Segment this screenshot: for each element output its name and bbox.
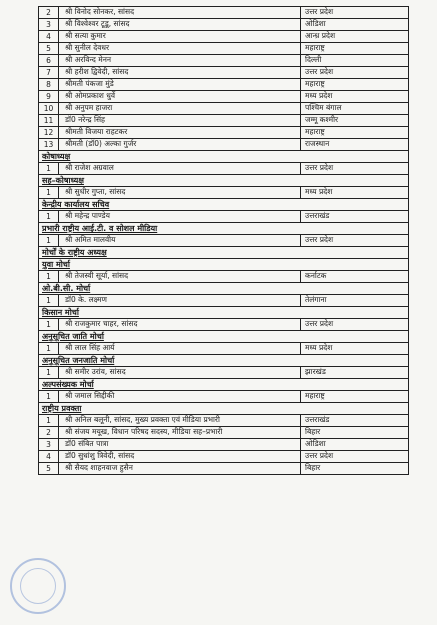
- member-state: उत्तर प्रदेश: [305, 235, 334, 244]
- serial-number: 5: [39, 43, 59, 54]
- member-state: ओडिशा: [305, 439, 326, 448]
- member-state: आन्ध्र प्रदेश: [305, 31, 336, 40]
- member-state: मध्य प्रदेश: [305, 91, 333, 100]
- member-name: श्री लाल सिंह आर्य: [59, 343, 301, 354]
- serial-number: 1: [39, 415, 59, 426]
- section-heading: अनुसूचित जाति मोर्चा: [42, 332, 104, 341]
- serial-number: 1: [39, 295, 59, 306]
- table-row: [39, 463, 409, 475]
- serial-number: 7: [39, 67, 59, 78]
- member-state: तेलंगाना: [305, 295, 327, 304]
- member-state: झारखंड: [305, 367, 326, 376]
- member-name: श्री राजकुमार चाहर, सांसद: [59, 319, 301, 330]
- member-name: श्री अनुपम हाजरा: [59, 103, 301, 114]
- serial-number: 10: [39, 103, 59, 114]
- member-name: श्री ओमप्रकाश धुर्वे: [59, 91, 301, 102]
- serial-number: 1: [39, 367, 59, 378]
- table-row: [39, 187, 409, 199]
- member-name: श्री तेजस्वी सूर्या, सांसद: [59, 271, 301, 282]
- member-name: श्री संजय मयूख, विधान परिषद सदस्य, मीडिया सह–प्रभारी: [59, 427, 301, 438]
- section-heading: अनुसूचित जनजाति मोर्चा: [42, 356, 115, 365]
- serial-number: 2: [39, 7, 59, 18]
- section-heading: सह–कोषाध्यक्ष: [42, 176, 84, 185]
- serial-number: 11: [39, 115, 59, 126]
- table-row: [39, 43, 409, 55]
- table-row: [39, 7, 409, 19]
- member-name: श्री जमाल सिद्दीकी: [59, 391, 301, 402]
- member-name: श्री अमित मालवीय: [59, 235, 301, 246]
- section-heading: केन्द्रीय कार्यालय सचिव: [42, 200, 110, 209]
- member-name: श्री सुधीर गुप्ता, सांसद: [59, 187, 301, 198]
- section-heading-row: [39, 199, 409, 211]
- section-heading: मोर्चों के राष्ट्रीय अध्यक्ष: [42, 248, 107, 257]
- serial-number: 13: [39, 139, 59, 150]
- serial-number: 4: [39, 31, 59, 42]
- table-row: [39, 67, 409, 79]
- member-name: श्री विनोद सोनकर, सांसद: [59, 7, 301, 18]
- member-state: दिल्ली: [305, 55, 322, 64]
- section-heading-row: [39, 151, 409, 163]
- table-row: [39, 79, 409, 91]
- table-row: [39, 319, 409, 331]
- member-name: श्री अनिल बलूनी, सांसद, मुख्य प्रवक्ता एवं मीडिया प्रभारी: [59, 415, 301, 426]
- member-name: श्री अरविन्द मेनन: [59, 55, 301, 66]
- table-row: [39, 163, 409, 175]
- member-state: बिहार: [305, 427, 321, 436]
- table-row: [39, 55, 409, 67]
- member-name: श्री महेन्द्र पाण्डेय: [59, 211, 301, 222]
- section-heading: अल्पसंख्यक मोर्चा: [42, 380, 94, 389]
- member-state: उत्तर प्रदेश: [305, 67, 334, 76]
- member-name: श्री सैयद शाहनवाज हुसैन: [59, 463, 301, 474]
- member-state: महाराष्ट्र: [305, 43, 325, 52]
- member-name: श्री हरीश द्विवेदी, सांसद: [59, 67, 301, 78]
- section-heading: ओ.बी.सी. मोर्चा: [42, 284, 91, 293]
- section-heading-row: [39, 379, 409, 391]
- member-state: मध्य प्रदेश: [305, 343, 333, 352]
- member-state: उत्तराखंड: [305, 211, 330, 220]
- serial-number: 5: [39, 463, 59, 474]
- member-state: मध्य प्रदेश: [305, 187, 333, 196]
- serial-number: 3: [39, 439, 59, 450]
- table-row: [39, 235, 409, 247]
- section-heading-row: [39, 259, 409, 271]
- serial-number: 1: [39, 211, 59, 222]
- table-row: [39, 127, 409, 139]
- section-heading: प्रभारी राष्ट्रीय आई.टी. व सोशल मीडिया: [42, 224, 158, 233]
- member-state: उत्तर प्रदेश: [305, 319, 334, 328]
- member-name: श्री समीर उरांव, सांसद: [59, 367, 301, 378]
- member-state: महाराष्ट्र: [305, 127, 325, 136]
- section-heading-row: [39, 403, 409, 415]
- table-row: [39, 139, 409, 151]
- table-row: [39, 103, 409, 115]
- member-state: महाराष्ट्र: [305, 391, 325, 400]
- section-heading-row: [39, 283, 409, 295]
- section-heading: किसान मोर्चा: [42, 308, 79, 317]
- member-name: डॉ0 के. लक्ष्मण: [59, 295, 301, 306]
- section-heading-row: [39, 355, 409, 367]
- member-name: श्रीमती पंकजा मुंडे: [59, 79, 301, 90]
- serial-number: 1: [39, 343, 59, 354]
- section-heading: कोषाध्यक्ष: [42, 152, 71, 161]
- serial-number: 1: [39, 187, 59, 198]
- member-name: डॉ0 सुधांशु त्रिवेदी, सांसद: [59, 451, 301, 462]
- office-bearers-table: [38, 6, 409, 475]
- member-name: श्री विश्वेश्वर टूडू, सांसद: [59, 19, 301, 30]
- member-state: उत्तराखंड: [305, 415, 330, 424]
- member-state: उत्तर प्रदेश: [305, 451, 334, 460]
- serial-number: 3: [39, 19, 59, 30]
- section-heading-row: [39, 175, 409, 187]
- table-row: [39, 439, 409, 451]
- member-state: पश्चिम बंगाल: [305, 103, 342, 112]
- serial-number: 1: [39, 391, 59, 402]
- official-seal: [10, 558, 66, 614]
- table-row: [39, 115, 409, 127]
- section-heading: युवा मोर्चा: [42, 260, 70, 269]
- section-heading-row: [39, 307, 409, 319]
- serial-number: 1: [39, 319, 59, 330]
- serial-number: 1: [39, 235, 59, 246]
- member-state: कर्नाटक: [305, 271, 327, 280]
- member-name: श्री सत्या कुमार: [59, 31, 301, 42]
- member-name: श्री सुनील देवधर: [59, 43, 301, 54]
- member-state: जम्मू कश्मीर: [305, 115, 339, 124]
- serial-number: 12: [39, 127, 59, 138]
- serial-number: 6: [39, 55, 59, 66]
- table-row: [39, 91, 409, 103]
- section-heading-row: [39, 223, 409, 235]
- member-name: श्रीमती (डॉ0) अल्का गुर्जर: [59, 139, 301, 150]
- member-state: बिहार: [305, 463, 321, 472]
- serial-number: 4: [39, 451, 59, 462]
- member-state: महाराष्ट्र: [305, 79, 325, 88]
- table-row: [39, 271, 409, 283]
- member-state: ओडिशा: [305, 19, 326, 28]
- member-name: डॉ0 संबित पात्रा: [59, 439, 301, 450]
- table-row: [39, 367, 409, 379]
- member-name: डॉ0 नरेन्द्र सिंह: [59, 115, 301, 126]
- section-heading: राष्ट्रीय प्रवक्ता: [42, 404, 82, 413]
- serial-number: 1: [39, 163, 59, 174]
- serial-number: 1: [39, 271, 59, 282]
- table-row: [39, 427, 409, 439]
- table-row: [39, 19, 409, 31]
- table-row: [39, 211, 409, 223]
- member-name: श्री राजेश अग्रवाल: [59, 163, 301, 174]
- table-row: [39, 415, 409, 427]
- section-heading-row: [39, 247, 409, 259]
- table-row: [39, 31, 409, 43]
- table-row: [39, 343, 409, 355]
- member-state: उत्तर प्रदेश: [305, 163, 334, 172]
- table-row: [39, 451, 409, 463]
- section-heading-row: [39, 331, 409, 343]
- serial-number: 8: [39, 79, 59, 90]
- table-row: [39, 391, 409, 403]
- member-state: राजस्थान: [305, 139, 330, 148]
- table-row: [39, 295, 409, 307]
- serial-number: 2: [39, 427, 59, 438]
- member-name: श्रीमती विजया राहटकर: [59, 127, 301, 138]
- member-state: उत्तर प्रदेश: [305, 7, 334, 16]
- serial-number: 9: [39, 91, 59, 102]
